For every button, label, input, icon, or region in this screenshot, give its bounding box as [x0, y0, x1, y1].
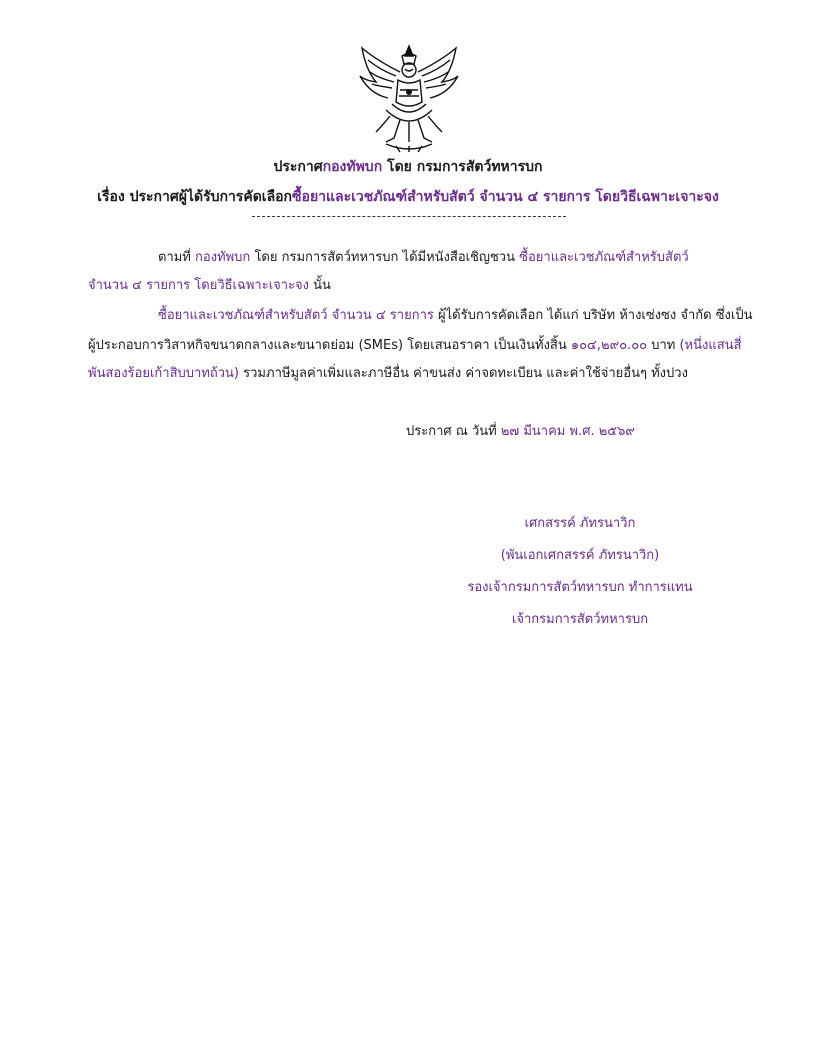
para1-text-c: โดย กรมการสัตว์ทหารบก ได้มีหนังสือเชิญชวน [250, 250, 520, 265]
para2-winner: ผู้ได้รับการคัดเลือก ได้แก่ บริษัท ห้างเซ่งซง จำกัด ซึ่งเป็น [433, 308, 753, 323]
para2-line1 [158, 304, 752, 325]
announcement-subject [0, 186, 816, 208]
para1-org: กองทัพบก [195, 250, 251, 265]
para1-item: ซื้อยาและเวชภัณฑ์สำหรับสัตว์ [519, 250, 689, 265]
signature-rank-name: (พันเอกเศกสรรค์ ภัทรนาวิก) [500, 548, 660, 563]
announce-label: ประกาศ ณ วันที่ [406, 424, 501, 439]
para2-amount-words: (หนึ่งแสนสี่ [679, 338, 742, 353]
subject-item: ซื้อยาและเวชภัณฑ์สำหรับสัตว์ จำนวน ๔ รายการ โดยวิธีเฉพาะเจาะจง [292, 189, 719, 205]
title-prefix: ประกาศ [273, 159, 323, 175]
para2-line3 [88, 362, 688, 383]
signature-name: เศกสรรค์ ภัทรนาวิก [524, 516, 636, 531]
title-suffix: โดย กรมการสัตว์ทหารบก [382, 159, 543, 175]
para1-item-cont: จำนวน ๔ รายการ โดยวิธีเฉพาะเจาะจง [88, 278, 310, 293]
signature-position-1: รองเจ้ากรมการสัตว์ทหารบก ทำการแทน [467, 580, 693, 595]
announcement-title [0, 156, 816, 178]
para2-text-h: รวมภาษีมูลค่าเพิ่มและภาษีอื่น ค่าขนส่ง ค่าจดทะเบียน และค่าใช้จ่ายอื่นๆ ทั้งปวง [239, 366, 688, 381]
para1-text-f: นั้น [309, 278, 331, 293]
signature-position-2: เจ้ากรมการสัตว์ทหารบก [511, 612, 649, 627]
garuda-emblem-icon [356, 42, 462, 154]
announce-date: ๒๗ มีนาคม พ.ศ. ๒๕๖๙ [500, 424, 635, 439]
para2-currency: บาท [647, 338, 680, 353]
divider-rule [252, 216, 566, 217]
subject-prefix: เรื่อง ประกาศผู้ได้รับการคัดเลือก [97, 189, 293, 205]
para1-line1 [158, 246, 689, 267]
para2-amount: ๑๐๔,๒๙๐.๐๐ [570, 338, 648, 353]
para1-text-a: ตามที่ [158, 250, 196, 265]
para2-item: ซื้อยาและเวชภัณฑ์สำหรับสัตว์ จำนวน ๔ รายการ [158, 308, 434, 323]
para1-line2 [88, 274, 331, 295]
para2-line2 [88, 334, 741, 355]
para2-amount-words-cont: พันสองร้อยเก้าสิบบาทถ้วน) [88, 366, 240, 381]
title-org: กองทัพบก [322, 159, 383, 175]
para2-text-c: ผู้ประกอบการวิสาหกิจขนาดกลางและขนาดย่อม (SMEs) โดยเสนอราคา เป็นเงินทั้งสิ้น [88, 338, 571, 353]
announce-date-line [406, 420, 635, 441]
